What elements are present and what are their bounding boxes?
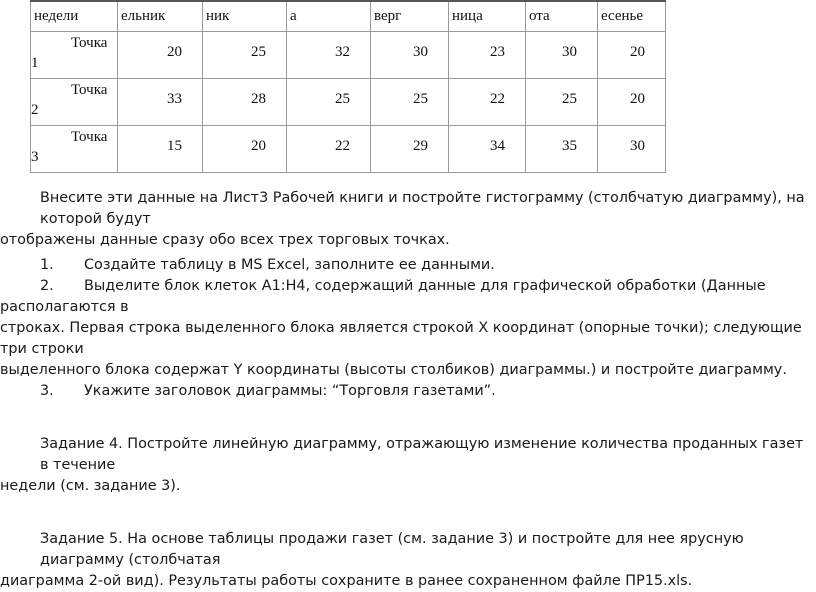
table-cell: 34 <box>449 126 526 173</box>
sales-table <box>30 0 666 173</box>
row-label-word: Точка <box>71 82 108 98</box>
row-label-cell <box>31 126 118 173</box>
row-label-word: Точка <box>71 35 108 51</box>
table-cell: 30 <box>371 32 449 79</box>
header-cell: ница <box>449 1 526 32</box>
task5-line: Задание 5. На основе таблицы продажи газет (см. задание 3) и постройте для нее ярусную диаграмму (столбчатая <box>40 531 744 568</box>
row-label-cell <box>31 79 118 126</box>
task5-line: диаграмма 2-ой вид). Результаты работы сохраните в ранее сохраненном файле ПР15.xls. <box>0 573 693 589</box>
table-cell: 20 <box>203 126 287 173</box>
row-label-number: 3 <box>31 149 39 165</box>
header-cell: ельник <box>118 1 203 32</box>
list-item-continuation: строках. Первая строка выделенного блока является строкой X координат (опорные точки); следующие три строки <box>0 320 802 357</box>
assignment-text <box>0 188 816 592</box>
table-cell: 20 <box>118 32 203 79</box>
intro-line: отображены данные сразу обо всех трех торговых точках. <box>0 232 450 248</box>
table-cell: 30 <box>526 32 598 79</box>
list-item <box>0 255 816 276</box>
list-item-continuation: выделенного блока содержат Y координаты (высоты столбиков) диаграммы.) и постройте диаграмму. <box>0 362 787 378</box>
row-label-word: Точка <box>71 129 108 145</box>
table-row <box>31 32 666 79</box>
header-cell: недели <box>31 1 118 32</box>
table-cell: 20 <box>598 32 666 79</box>
task5-paragraph <box>0 529 816 592</box>
table-cell: 30 <box>598 126 666 173</box>
table-cell: 25 <box>526 79 598 126</box>
table-cell: 33 <box>118 79 203 126</box>
header-cell: ота <box>526 1 598 32</box>
table-cell: 25 <box>203 32 287 79</box>
header-cell: ник <box>203 1 287 32</box>
row-label-cell <box>31 32 118 79</box>
table-cell: 20 <box>598 79 666 126</box>
list-item-number: 3. <box>40 383 54 399</box>
task4-line: Задание 4. Постройте линейную диаграмму, отражающую изменение количества проданных газет в течение <box>40 436 804 473</box>
intro-line: Внесите эти данные на Лист3 Рабочей книги и постройте гистограмму (столбчатую диаграмму), на которой будут <box>40 190 805 227</box>
list-item-text: Создайте таблицу в MS Excel, заполните ее данными. <box>84 257 495 273</box>
list-item-number: 2. <box>40 278 54 294</box>
row-label-number: 1 <box>31 55 39 71</box>
table-cell: 25 <box>287 79 371 126</box>
sales-table-container <box>30 0 666 173</box>
list-item <box>0 276 816 318</box>
table-cell: 23 <box>449 32 526 79</box>
table-cell: 32 <box>287 32 371 79</box>
table-cell: 22 <box>449 79 526 126</box>
table-row <box>31 126 666 173</box>
table-cell: 15 <box>118 126 203 173</box>
header-cell: а <box>287 1 371 32</box>
task4-paragraph <box>0 434 816 497</box>
table-header-row <box>31 1 666 32</box>
list-item-number: 1. <box>40 257 54 273</box>
table-cell: 22 <box>287 126 371 173</box>
table-cell: 35 <box>526 126 598 173</box>
instruction-list <box>0 255 816 402</box>
table-cell: 25 <box>371 79 449 126</box>
table-row <box>31 79 666 126</box>
task4-line: недели (см. задание 3). <box>0 478 181 494</box>
intro-paragraph <box>0 188 816 251</box>
list-item-text: Укажите заголовок диаграммы: “Торговля газетами”. <box>84 383 496 399</box>
row-label-number: 2 <box>31 102 39 118</box>
list-item <box>0 381 816 402</box>
header-cell: верг <box>371 1 449 32</box>
table-cell: 29 <box>371 126 449 173</box>
list-item-text: Выделите блок клеток А1:Н4, содержащий данные для графической обработки (Данные располагаются в <box>0 278 766 315</box>
header-cell: есенье <box>598 1 666 32</box>
table-cell: 28 <box>203 79 287 126</box>
